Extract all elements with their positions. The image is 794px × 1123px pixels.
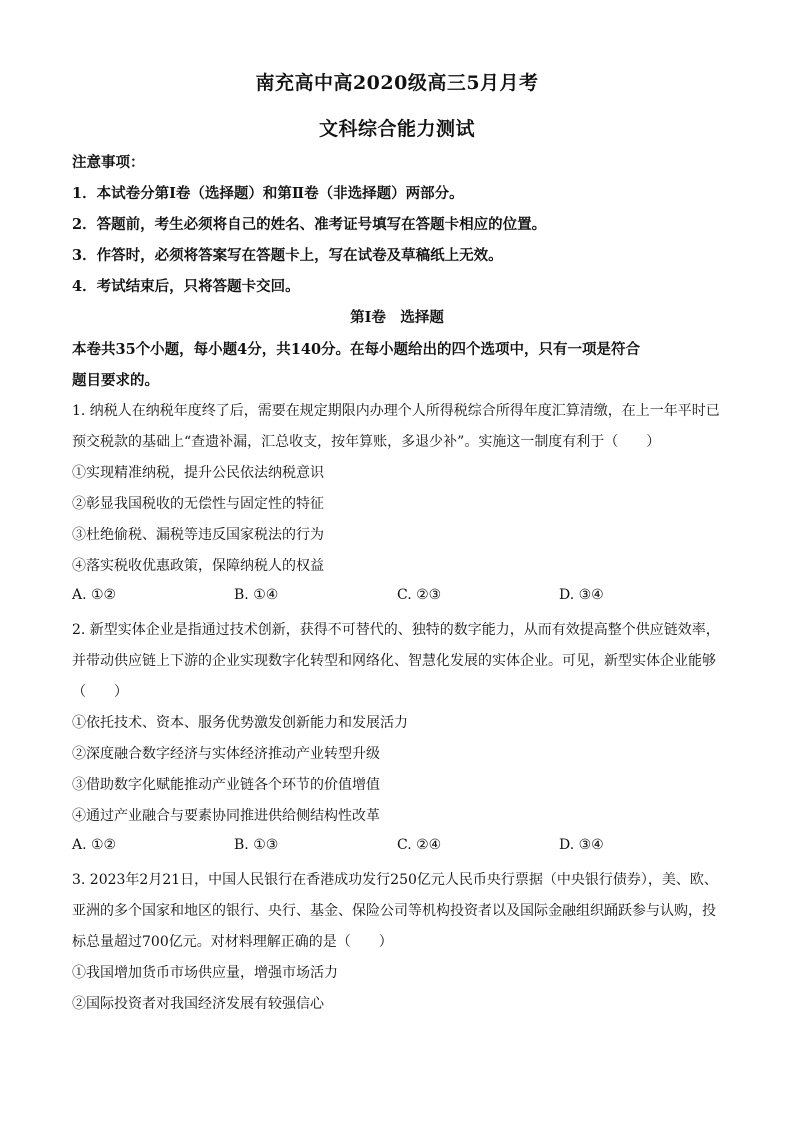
question-2-option-d: D. ③④ bbox=[559, 837, 604, 853]
exam-title: 南充高中高2020级高三5月月考 bbox=[255, 72, 539, 94]
question-3-statement-2: ②国际投资者对我国经济发展有较强信心 bbox=[72, 996, 324, 1012]
question-3-statement-1: ①我国增加货币市场供应量，增强市场活力 bbox=[72, 965, 338, 981]
question-3-stem-cont-2: 标总量超过700亿元。对材料理解正确的是（ ） bbox=[72, 934, 393, 950]
question-2-statement-3: ③借助数字化赋能推动产业链各个环节的价值增值 bbox=[72, 777, 380, 793]
question-3-stem-cont: 亚洲的多个国家和地区的银行、央行、基金、保险公司等机构投资者以及国际金融组织踊跃参与认购，投 bbox=[72, 903, 716, 919]
notice-item-3: 3．作答时，必须将答案写在答题卡上，写在试卷及草稿纸上无效。 bbox=[72, 247, 503, 264]
question-1-option-d: D. ③④ bbox=[559, 587, 604, 603]
question-2-option-c: C. ②④ bbox=[397, 837, 442, 853]
question-1-stem-cont: 预交税款的基础上“查遗补漏，汇总收支，按年算账，多退少补”。实施这一制度有利于（ ） bbox=[72, 434, 661, 450]
notice-item-4: 4．考试结束后，只将答题卡交回。 bbox=[72, 278, 300, 295]
notice-heading: 注意事项： bbox=[72, 154, 145, 171]
question-2-statement-2: ②深度融合数字经济与实体经济推动产业转型升级 bbox=[72, 746, 380, 762]
question-2-stem: 2. 新型实体企业是指通过技术创新，获得不可替代的、独特的数字能力，从而有效提高整个供应链效率， bbox=[72, 622, 720, 638]
question-2-statement-1: ①依托技术、资本、服务优势激发创新能力和发展活力 bbox=[72, 715, 408, 731]
question-2-stem-cont: 并带动供应链上下游的企业实现数字化转型和网络化、智慧化发展的实体企业。可见，新型实体企业能够 bbox=[72, 653, 716, 669]
question-1-options bbox=[72, 587, 722, 607]
section-intro-cont: 题目要求的。 bbox=[72, 372, 159, 389]
question-2-stem-cont-2: （ ） bbox=[72, 684, 128, 700]
question-1-statement-4: ④落实税收优惠政策，保障纳税人的权益 bbox=[72, 558, 324, 574]
exam-subtitle: 文科综合能力测试 bbox=[318, 118, 475, 140]
section-title: 第Ⅰ卷 选择题 bbox=[350, 309, 444, 326]
question-1-option-a: A. ①② bbox=[72, 587, 117, 603]
section-intro: 本卷共35个小题，每小题4分，共140分。在每小题给出的四个选项中，只有一项是符合 bbox=[72, 341, 641, 358]
question-1-stem: 1. 纳税人在纳税年度终了后，需要在规定期限内办理个人所得税综合所得年度汇算清缴，在上一年平时已 bbox=[72, 403, 720, 419]
notice-item-2: 2．答题前，考生必须将自己的姓名、准考证号填写在答题卡相应的位置。 bbox=[72, 216, 547, 233]
question-1-statement-3: ③杜绝偷税、漏税等违反国家税法的行为 bbox=[72, 527, 324, 543]
question-2-option-b: B. ①③ bbox=[234, 837, 279, 853]
question-1-statement-2: ②彰显我国税收的无偿性与固定性的特征 bbox=[72, 496, 324, 512]
question-2-option-a: A. ①② bbox=[72, 837, 117, 853]
question-1-statement-1: ①实现精准纳税，提升公民依法纳税意识 bbox=[72, 465, 324, 481]
question-1-option-c: C. ②③ bbox=[397, 587, 442, 603]
question-1-option-b: B. ①④ bbox=[234, 587, 279, 603]
question-3-stem: 3. 2023年2月21日，中国人民银行在香港成功发行250亿元人民币央行票据（中央银行债券），美、欧、 bbox=[72, 872, 718, 888]
question-2-options bbox=[72, 837, 722, 857]
notice-item-1: 1．本试卷分第Ⅰ卷（选择题）和第Ⅱ卷（非选择题）两部分。 bbox=[72, 185, 464, 202]
question-2-statement-4: ④通过产业融合与要素协同推进供给侧结构性改革 bbox=[72, 808, 380, 824]
